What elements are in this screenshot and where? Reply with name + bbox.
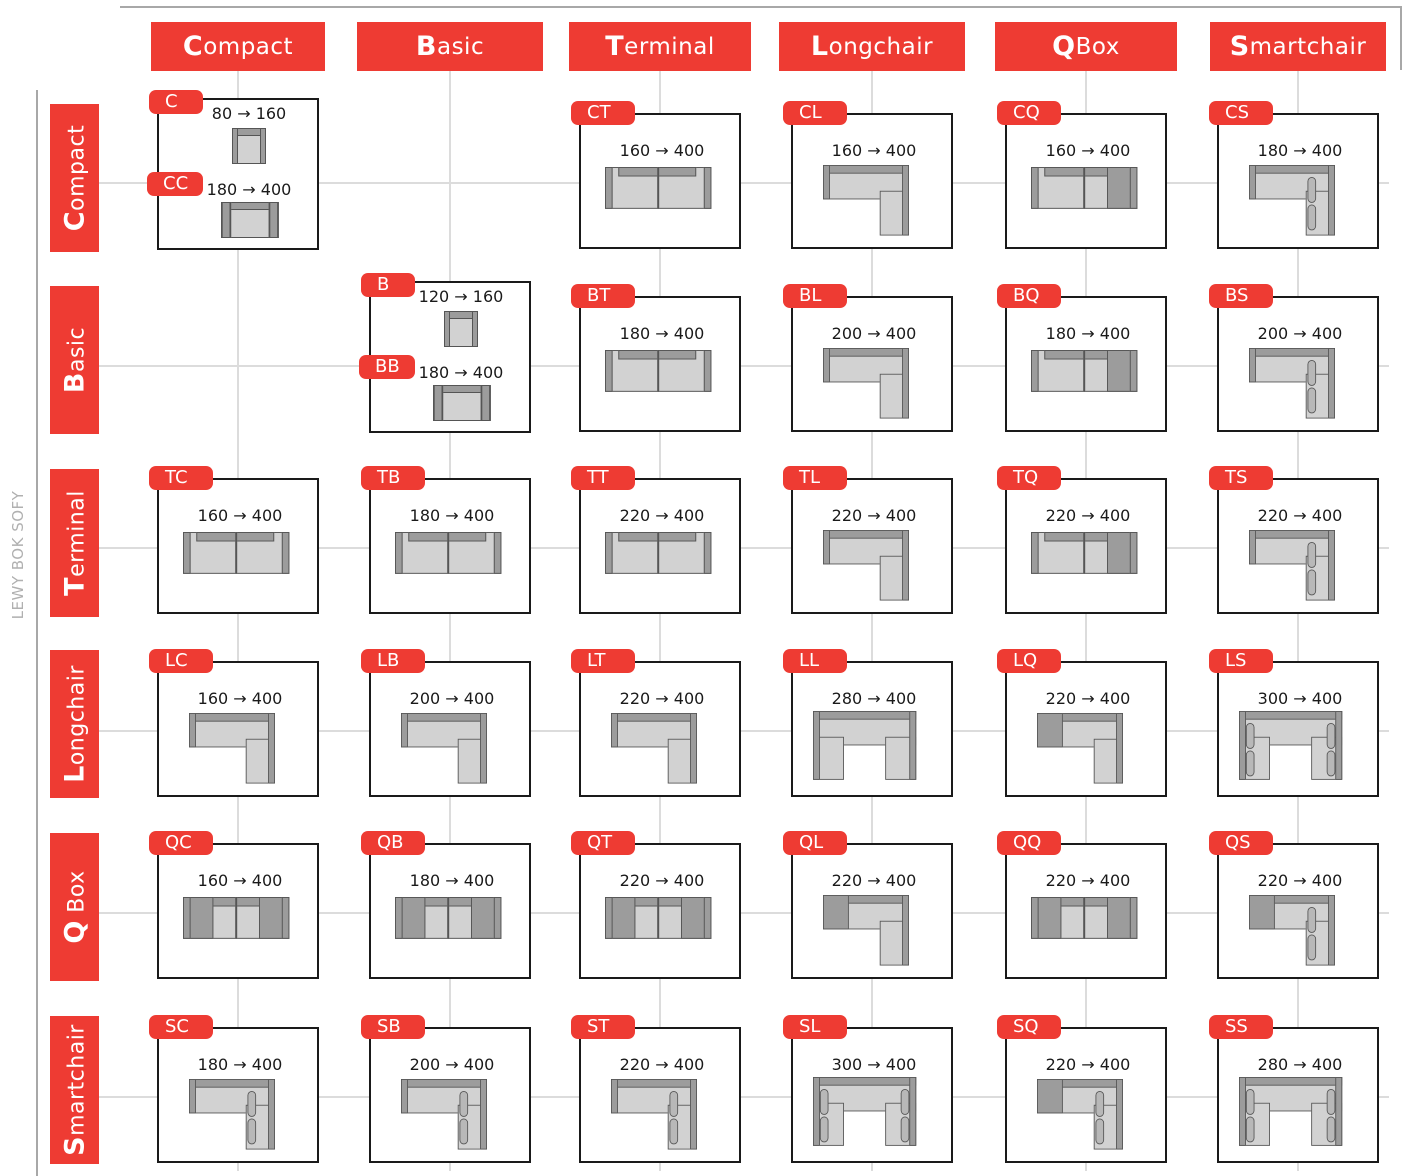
column-header-initial: S xyxy=(1229,31,1250,62)
backrest-part xyxy=(1083,350,1085,392)
backrest-part xyxy=(1037,713,1063,747)
backrest-part xyxy=(1335,711,1342,780)
size-range-label: 180 → 400 xyxy=(418,363,504,382)
row-header-label: erminal xyxy=(64,490,89,577)
module-code-tag[interactable]: QC xyxy=(149,831,213,855)
backrest-part xyxy=(823,530,909,539)
backrest-part xyxy=(260,128,266,164)
row-header-text xyxy=(59,490,90,596)
backrest-part xyxy=(1328,530,1335,601)
backrest-part xyxy=(657,167,659,209)
backrest-part xyxy=(221,202,231,238)
backrest-part xyxy=(1249,165,1256,199)
column-header-label: ompact xyxy=(203,33,294,60)
left-frame-line xyxy=(36,90,38,1176)
backrest-part xyxy=(268,713,275,784)
armrest-roll xyxy=(1327,723,1336,749)
module-code-tag[interactable]: TB xyxy=(361,466,425,490)
size-range-label: 200 → 400 xyxy=(409,689,495,708)
module-code-tag[interactable]: CC xyxy=(147,172,203,196)
size-range-label: 300 → 400 xyxy=(831,1055,917,1074)
backrest-part xyxy=(902,530,909,601)
top-frame-line xyxy=(120,6,1402,8)
size-range-label: 220 → 400 xyxy=(1257,506,1343,525)
module-code-tag[interactable]: QL xyxy=(783,831,847,855)
backrest-part xyxy=(813,711,916,720)
row-header-label: ompact xyxy=(64,124,89,211)
size-range-label: 220 → 400 xyxy=(1045,506,1131,525)
size-range-label: 120 → 160 xyxy=(418,287,504,306)
backrest-part xyxy=(823,348,830,382)
backrest-part xyxy=(1116,1079,1123,1150)
armrest-roll xyxy=(1246,723,1255,749)
module-code-tag[interactable]: SS xyxy=(1209,1015,1273,1039)
armrest-roll xyxy=(459,1091,468,1117)
configuration-cell[interactable] xyxy=(1005,832,1167,979)
module-code-tag[interactable]: TQ xyxy=(997,466,1061,490)
backrest-part xyxy=(1130,167,1138,209)
backrest-part xyxy=(1037,1079,1063,1113)
configuration-cell[interactable] xyxy=(369,467,531,614)
armrest-roll xyxy=(1307,205,1316,231)
backrest-part xyxy=(690,713,697,784)
backrest-part xyxy=(704,350,712,392)
configuration-cell[interactable] xyxy=(369,832,531,979)
armrest-roll xyxy=(1327,1089,1336,1115)
module-code-tag[interactable]: QT xyxy=(571,831,635,855)
module-code-tag[interactable]: ST xyxy=(571,1015,635,1039)
backrest-part xyxy=(611,713,697,722)
module-code-tag[interactable]: QS xyxy=(1209,831,1273,855)
size-range-label: 220 → 400 xyxy=(831,506,917,525)
size-range-label: 180 → 400 xyxy=(1257,141,1343,160)
armrest-roll xyxy=(1307,935,1316,961)
backrest-part xyxy=(444,311,450,347)
configuration-cell[interactable] xyxy=(1005,285,1167,432)
row-header-s xyxy=(50,1016,99,1164)
armrest-roll xyxy=(669,1091,678,1117)
size-range-label: 180 → 400 xyxy=(197,1055,283,1074)
backrest-part xyxy=(605,897,613,939)
module-code-tag[interactable]: SC xyxy=(149,1015,213,1039)
row-header-initial: S xyxy=(59,1135,90,1156)
right-frame-line xyxy=(1400,6,1402,70)
backrest-part xyxy=(1249,530,1335,539)
column-header-b xyxy=(357,22,543,71)
module-code-tag[interactable]: LB xyxy=(361,649,425,673)
row-header-initial: L xyxy=(59,765,90,783)
armrest-roll xyxy=(1095,1119,1104,1145)
backrest-part xyxy=(395,532,403,574)
row-header-text xyxy=(59,1024,90,1156)
backrest-part xyxy=(447,897,449,939)
backrest-part xyxy=(1328,895,1335,966)
backrest-part xyxy=(902,348,909,419)
size-range-label: 180 → 400 xyxy=(409,506,495,525)
configuration-cell[interactable] xyxy=(579,650,741,797)
row-header-t xyxy=(50,469,99,617)
armrest-roll xyxy=(669,1119,678,1145)
backrest-part xyxy=(183,897,191,939)
backrest-part xyxy=(268,1079,275,1150)
row-header-label: martchair xyxy=(64,1024,89,1136)
size-range-label: 160 → 400 xyxy=(619,141,705,160)
backrest-part xyxy=(480,1079,487,1150)
module-code-tag[interactable]: TT xyxy=(571,466,635,490)
backrest-part xyxy=(902,895,909,966)
row-header-label: ongchair xyxy=(64,665,89,766)
backrest-part xyxy=(401,1079,487,1088)
configuration-cell[interactable] xyxy=(1217,1016,1379,1163)
module-code-tag[interactable]: SB xyxy=(361,1015,425,1039)
backrest-part xyxy=(494,532,502,574)
module-code-tag[interactable]: BT xyxy=(571,284,635,308)
grid-line-horizontal xyxy=(99,365,1389,367)
backrest-part xyxy=(189,1079,275,1088)
module-code-tag[interactable]: BB xyxy=(359,355,415,379)
module-code-tag[interactable]: LQ xyxy=(997,649,1061,673)
size-range-label: 220 → 400 xyxy=(1045,689,1131,708)
backrest-part xyxy=(481,385,491,421)
column-header-t xyxy=(569,22,751,71)
backrest-part xyxy=(611,1079,697,1088)
backrest-part xyxy=(823,530,830,564)
backrest-part xyxy=(235,897,237,939)
armrest-roll xyxy=(1327,751,1336,777)
backrest-part xyxy=(1130,897,1138,939)
module-code-tag[interactable]: CT xyxy=(571,101,635,125)
row-header-text xyxy=(59,125,90,231)
backrest-part xyxy=(494,897,502,939)
backrest-part xyxy=(1239,1077,1342,1086)
size-range-label: 200 → 400 xyxy=(831,324,917,343)
backrest-part xyxy=(401,713,487,722)
backrest-part xyxy=(269,202,279,238)
configuration-cell[interactable] xyxy=(579,832,741,979)
armrest-roll xyxy=(1327,1117,1336,1143)
configuration-cell[interactable] xyxy=(157,467,319,614)
size-range-label: 220 → 400 xyxy=(831,871,917,890)
configuration-cell[interactable] xyxy=(791,1016,953,1163)
row-header-l xyxy=(50,650,99,798)
module-code-tag[interactable]: LC xyxy=(149,649,213,673)
size-range-label: 160 → 400 xyxy=(831,141,917,160)
module-code-tag[interactable]: QB xyxy=(361,831,425,855)
configuration-cell[interactable] xyxy=(157,650,319,797)
row-header-c xyxy=(50,104,99,252)
armrest-roll xyxy=(820,1117,829,1143)
backrest-part xyxy=(232,128,238,164)
configuration-cell[interactable] xyxy=(157,1016,319,1163)
backrest-part xyxy=(472,311,478,347)
backrest-part xyxy=(1249,348,1335,357)
armrest-roll xyxy=(1307,907,1316,933)
armrest-roll xyxy=(1246,1089,1255,1115)
backrest-part xyxy=(189,1079,196,1113)
size-range-label: 200 → 400 xyxy=(1257,324,1343,343)
size-range-label: 80 → 160 xyxy=(211,104,287,123)
configuration-cell[interactable] xyxy=(1217,102,1379,249)
size-range-label: 160 → 400 xyxy=(197,506,283,525)
row-header-text xyxy=(59,327,90,393)
backrest-part xyxy=(909,711,916,780)
backrest-part xyxy=(1249,348,1256,382)
module-code-tag[interactable]: CS xyxy=(1209,101,1273,125)
module-code-tag[interactable]: LS xyxy=(1209,649,1273,673)
backrest-part xyxy=(1130,532,1138,574)
backrest-part xyxy=(183,532,191,574)
configuration-cell[interactable] xyxy=(1217,832,1379,979)
backrest-part xyxy=(813,1077,820,1146)
row-header-label: Box xyxy=(64,870,89,921)
backrest-part xyxy=(1249,165,1335,174)
backrest-part xyxy=(611,1079,618,1113)
configuration-cell[interactable] xyxy=(369,650,531,797)
backrest-part xyxy=(1249,530,1256,564)
module-code-tag[interactable]: SQ xyxy=(997,1015,1061,1039)
armrest-roll xyxy=(1246,751,1255,777)
column-header-q xyxy=(995,22,1177,71)
backrest-part xyxy=(189,713,196,747)
configuration-cell[interactable] xyxy=(369,1016,531,1163)
row-header-initial: B xyxy=(59,372,90,394)
configuration-cell[interactable] xyxy=(1217,467,1379,614)
armrest-roll xyxy=(247,1091,256,1117)
backrest-part xyxy=(704,532,712,574)
backrest-part xyxy=(813,711,820,780)
module-code-tag[interactable]: TS xyxy=(1209,466,1273,490)
configuration-cell[interactable] xyxy=(579,285,741,432)
configuration-cell[interactable] xyxy=(157,832,319,979)
backrest-part xyxy=(605,532,613,574)
backrest-part xyxy=(282,897,290,939)
backrest-part xyxy=(823,895,849,929)
backrest-part xyxy=(704,897,712,939)
backrest-part xyxy=(480,713,487,784)
size-range-label: 220 → 400 xyxy=(619,506,705,525)
module-code-tag[interactable]: CQ xyxy=(997,101,1061,125)
column-header-initial: L xyxy=(810,31,829,62)
backrest-part xyxy=(690,1079,697,1150)
row-header-text xyxy=(59,870,90,943)
backrest-part xyxy=(395,897,403,939)
module-code-tag[interactable]: LT xyxy=(571,649,635,673)
configuration-cell[interactable] xyxy=(791,102,953,249)
configuration-cell[interactable] xyxy=(1217,650,1379,797)
module-code-tag[interactable]: CL xyxy=(783,101,847,125)
backrest-part xyxy=(447,532,449,574)
size-range-label: 200 → 400 xyxy=(409,1055,495,1074)
backrest-part xyxy=(401,713,408,747)
size-range-label: 220 → 400 xyxy=(619,871,705,890)
module-code-tag[interactable]: TL xyxy=(783,466,847,490)
size-range-label: 180 → 400 xyxy=(619,324,705,343)
backrest-part xyxy=(704,167,712,209)
backrest-part xyxy=(605,167,613,209)
backrest-part xyxy=(657,897,659,939)
column-header-initial: C xyxy=(182,31,204,62)
backrest-part xyxy=(1239,1077,1246,1146)
armrest-roll xyxy=(459,1119,468,1145)
backrest-part xyxy=(189,713,275,722)
column-header-c xyxy=(151,22,325,71)
backrest-part xyxy=(823,165,830,199)
size-range-label: 180 → 400 xyxy=(409,871,495,890)
backrest-part xyxy=(401,1079,408,1113)
row-header-b xyxy=(50,286,99,434)
backrest-part xyxy=(1328,348,1335,419)
backrest-part xyxy=(1239,711,1342,720)
backrest-part xyxy=(1031,350,1039,392)
armrest-roll xyxy=(1307,570,1316,596)
backrest-part xyxy=(657,350,659,392)
armrest-roll xyxy=(901,1089,910,1115)
row-header-text xyxy=(59,665,90,783)
configuration-cell[interactable] xyxy=(1217,285,1379,432)
armrest-roll xyxy=(1246,1117,1255,1143)
grid-line-vertical xyxy=(449,71,451,1171)
size-range-label: 220 → 400 xyxy=(1257,871,1343,890)
backrest-part xyxy=(433,385,443,421)
row-header-initial: C xyxy=(59,210,90,232)
backrest-part xyxy=(282,532,290,574)
backrest-part xyxy=(823,165,909,174)
column-header-label: asic xyxy=(436,33,485,60)
armrest-roll xyxy=(820,1089,829,1115)
size-range-label: 220 → 400 xyxy=(1045,1055,1131,1074)
configuration-cell[interactable] xyxy=(791,285,953,432)
configuration-cell[interactable] xyxy=(1005,1016,1167,1163)
module-code-tag[interactable]: C xyxy=(149,90,203,114)
column-header-label: ongchair xyxy=(828,33,934,60)
backrest-part xyxy=(1031,167,1039,209)
backrest-part xyxy=(1031,897,1039,939)
configuration-cell[interactable] xyxy=(1005,102,1167,249)
backrest-part xyxy=(823,348,909,357)
row-header-label: asic xyxy=(64,326,89,373)
backrest-part xyxy=(1031,532,1039,574)
size-range-label: 280 → 400 xyxy=(831,689,917,708)
backrest-part xyxy=(1328,165,1335,236)
row-header-q xyxy=(50,833,99,981)
column-header-label: erminal xyxy=(624,33,715,60)
side-axis-label: LEWY BOK SOFY xyxy=(9,490,27,620)
armrest-roll xyxy=(1307,177,1316,203)
backrest-part xyxy=(1130,350,1138,392)
size-range-label: 280 → 400 xyxy=(1257,1055,1343,1074)
column-header-initial: T xyxy=(605,31,625,62)
size-range-label: 160 → 400 xyxy=(197,689,283,708)
configuration-cell[interactable] xyxy=(1005,650,1167,797)
backrest-part xyxy=(1083,167,1085,209)
backrest-part xyxy=(1239,711,1246,780)
armrest-roll xyxy=(1095,1091,1104,1117)
size-range-label: 220 → 400 xyxy=(619,689,705,708)
configuration-cell[interactable] xyxy=(791,650,953,797)
size-range-label: 160 → 400 xyxy=(197,871,283,890)
column-header-initial: B xyxy=(415,31,437,62)
column-header-label: martchair xyxy=(1249,33,1367,60)
configuration-cell[interactable] xyxy=(579,1016,741,1163)
configuration-cell[interactable] xyxy=(579,467,741,614)
armrest-roll xyxy=(247,1119,256,1145)
backrest-part xyxy=(235,532,237,574)
row-header-initial: T xyxy=(59,576,90,596)
module-code-tag[interactable]: BL xyxy=(783,284,847,308)
backrest-part xyxy=(611,713,618,747)
armrest-roll xyxy=(901,1117,910,1143)
backrest-part xyxy=(813,1077,916,1086)
configuration-cell[interactable] xyxy=(1005,467,1167,614)
size-range-label: 180 → 400 xyxy=(1045,324,1131,343)
backrest-part xyxy=(1116,713,1123,784)
armrest-roll xyxy=(1307,360,1316,386)
column-header-s xyxy=(1210,22,1386,71)
backrest-part xyxy=(1083,897,1085,939)
backrest-part xyxy=(1249,895,1275,929)
backrest-part xyxy=(909,1077,916,1146)
module-code-tag[interactable]: TC xyxy=(149,466,213,490)
column-header-initial: Q xyxy=(1052,31,1076,62)
module-code-tag[interactable]: B xyxy=(361,273,415,297)
backrest-part xyxy=(605,350,613,392)
backrest-part xyxy=(1083,532,1085,574)
configuration-cell[interactable] xyxy=(369,274,531,433)
module-code-tag[interactable]: LL xyxy=(783,649,847,673)
configuration-cell[interactable] xyxy=(791,467,953,614)
backrest-part xyxy=(902,165,909,236)
backrest-part xyxy=(657,532,659,574)
module-code-tag[interactable]: QQ xyxy=(997,831,1061,855)
column-header-l xyxy=(779,22,965,71)
module-code-tag[interactable]: BS xyxy=(1209,284,1273,308)
size-range-label: 220 → 400 xyxy=(1045,871,1131,890)
module-code-tag[interactable]: BQ xyxy=(997,284,1061,308)
configuration-cell[interactable] xyxy=(791,832,953,979)
armrest-roll xyxy=(1307,542,1316,568)
size-range-label: 180 → 400 xyxy=(206,180,292,199)
backrest-part xyxy=(1335,1077,1342,1146)
size-range-label: 300 → 400 xyxy=(1257,689,1343,708)
size-range-label: 160 → 400 xyxy=(1045,141,1131,160)
row-header-initial: Q xyxy=(59,920,90,944)
column-header-label: Box xyxy=(1075,33,1120,60)
module-code-tag[interactable]: SL xyxy=(783,1015,847,1039)
armrest-roll xyxy=(1307,388,1316,414)
configuration-cell[interactable] xyxy=(579,102,741,249)
configuration-cell[interactable] xyxy=(157,91,319,250)
size-range-label: 220 → 400 xyxy=(619,1055,705,1074)
